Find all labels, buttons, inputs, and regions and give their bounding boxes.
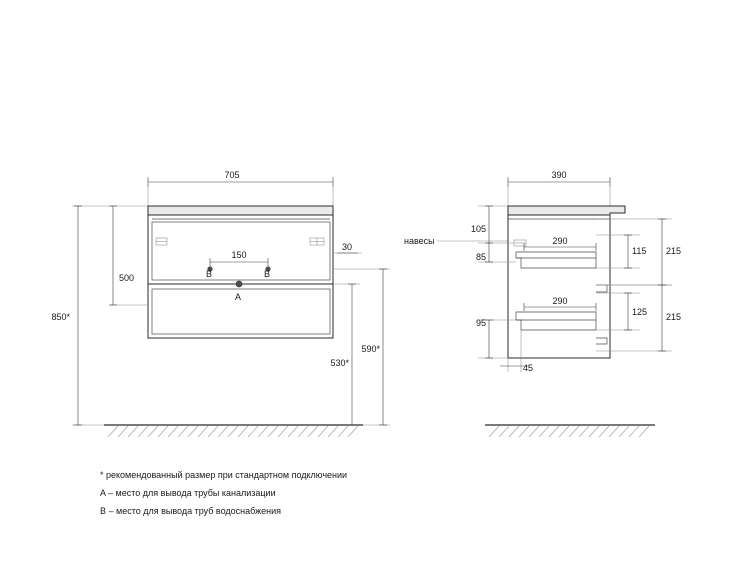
dim-label-290-lower: 290 [552, 296, 568, 306]
dim-label-85: 85 [475, 252, 486, 262]
dim-label-290-upper: 290 [552, 236, 568, 246]
legend-note-1: * рекомендованный размер при стандартном подключении [100, 470, 348, 480]
dim-label-30: 30 [341, 242, 353, 252]
dim-label-390: 390 [551, 170, 567, 180]
dim-label-125: 125 [632, 307, 648, 317]
side-floor-hatch [489, 426, 649, 437]
dim-label-105: 105 [470, 224, 486, 234]
dim-label-500: 500 [119, 273, 135, 283]
dim-label-115: 115 [632, 246, 647, 256]
front-floor-hatch [108, 426, 358, 437]
hangers-callout-label: навесы [404, 236, 435, 246]
legend-notes [100, 466, 520, 520]
front-countertop [148, 206, 333, 215]
dim-label-95: 95 [475, 318, 486, 328]
side-cabinet-outline [508, 206, 610, 358]
front-cabinet-outline [148, 206, 333, 338]
dim-label-45: 45 [523, 363, 534, 373]
legend-note-3: B – место для вывода труб водоснабжения [100, 506, 282, 516]
dim-label-705: 705 [224, 170, 240, 180]
dim-label-150: 150 [231, 250, 247, 260]
dim-label-215-upper: 215 [666, 246, 682, 256]
legend-note-2: A – место для вывода трубы канализации [100, 488, 276, 498]
dim-label-530: 530* [330, 358, 349, 368]
dim-label-590: 590* [361, 344, 380, 354]
b-label-right: B [264, 269, 271, 279]
b-label-left: B [206, 269, 213, 279]
side-countertop [508, 206, 625, 215]
dim-label-850: 850* [51, 312, 70, 322]
a-point-marker [236, 281, 243, 288]
dim-label-215-lower: 215 [666, 312, 682, 322]
a-label: A [235, 292, 242, 302]
